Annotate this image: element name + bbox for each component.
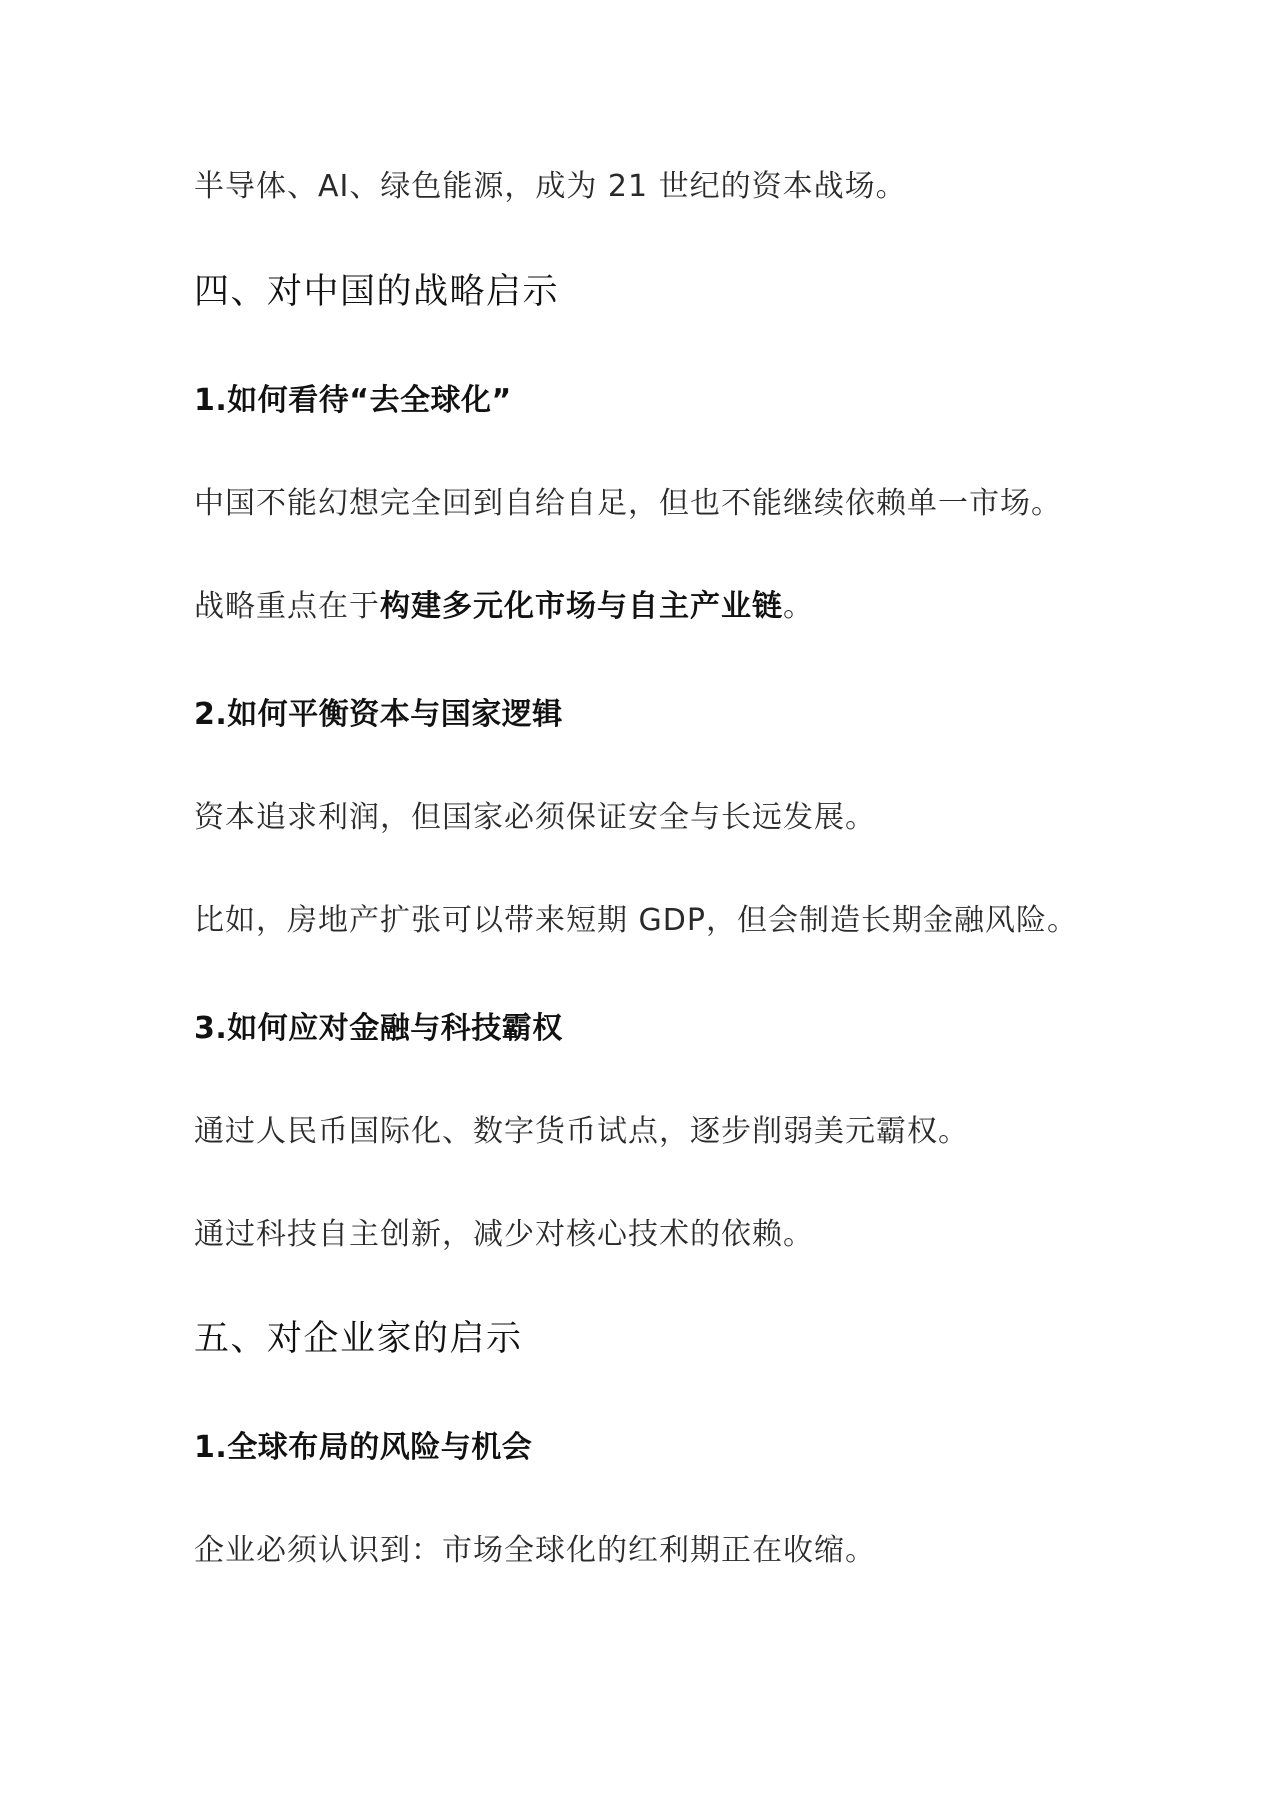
section-heading-china-strategy: 四、对中国的战略启示 xyxy=(194,272,560,312)
subheading-finance-tech-hegemony: 3.如何应对金融与科技霸权 xyxy=(194,1011,563,1046)
paragraph-self-sufficiency: 中国不能幻想完全回到自给自足，但也不能继续依赖单一市场。 xyxy=(194,486,1062,521)
section-heading-entrepreneurs: 五、对企业家的启示 xyxy=(194,1319,523,1359)
strategic-focus-suffix: 。 xyxy=(783,589,814,624)
paragraph-rmb-internationalization: 通过人民币国际化、数字货币试点，逐步削弱美元霸权。 xyxy=(194,1114,969,1149)
paragraph-strategic-focus xyxy=(194,589,814,624)
paragraph-capital-battlefield: 半导体、AI、绿色能源，成为 21 世纪的资本战场。 xyxy=(194,169,907,204)
strategic-focus-emphasis: 构建多元化市场与自主产业链 xyxy=(380,589,783,624)
paragraph-capital-profit: 资本追求利润，但国家必须保证安全与长远发展。 xyxy=(194,800,876,835)
paragraph-tech-innovation: 通过科技自主创新，减少对核心技术的依赖。 xyxy=(194,1217,814,1252)
subheading-capital-vs-state: 2.如何平衡资本与国家逻辑 xyxy=(194,697,563,732)
paragraph-real-estate-example: 比如，房地产扩张可以带来短期 GDP，但会制造长期金融风险。 xyxy=(194,903,1078,938)
strategic-focus-prefix: 战略重点在于 xyxy=(194,589,380,624)
paragraph-globalization-dividend: 企业必须认识到：市场全球化的红利期正在收缩。 xyxy=(194,1533,876,1568)
subheading-global-layout: 1.全球布局的风险与机会 xyxy=(194,1430,533,1465)
subheading-deglobalization: 1.如何看待“去全球化” xyxy=(194,383,512,418)
